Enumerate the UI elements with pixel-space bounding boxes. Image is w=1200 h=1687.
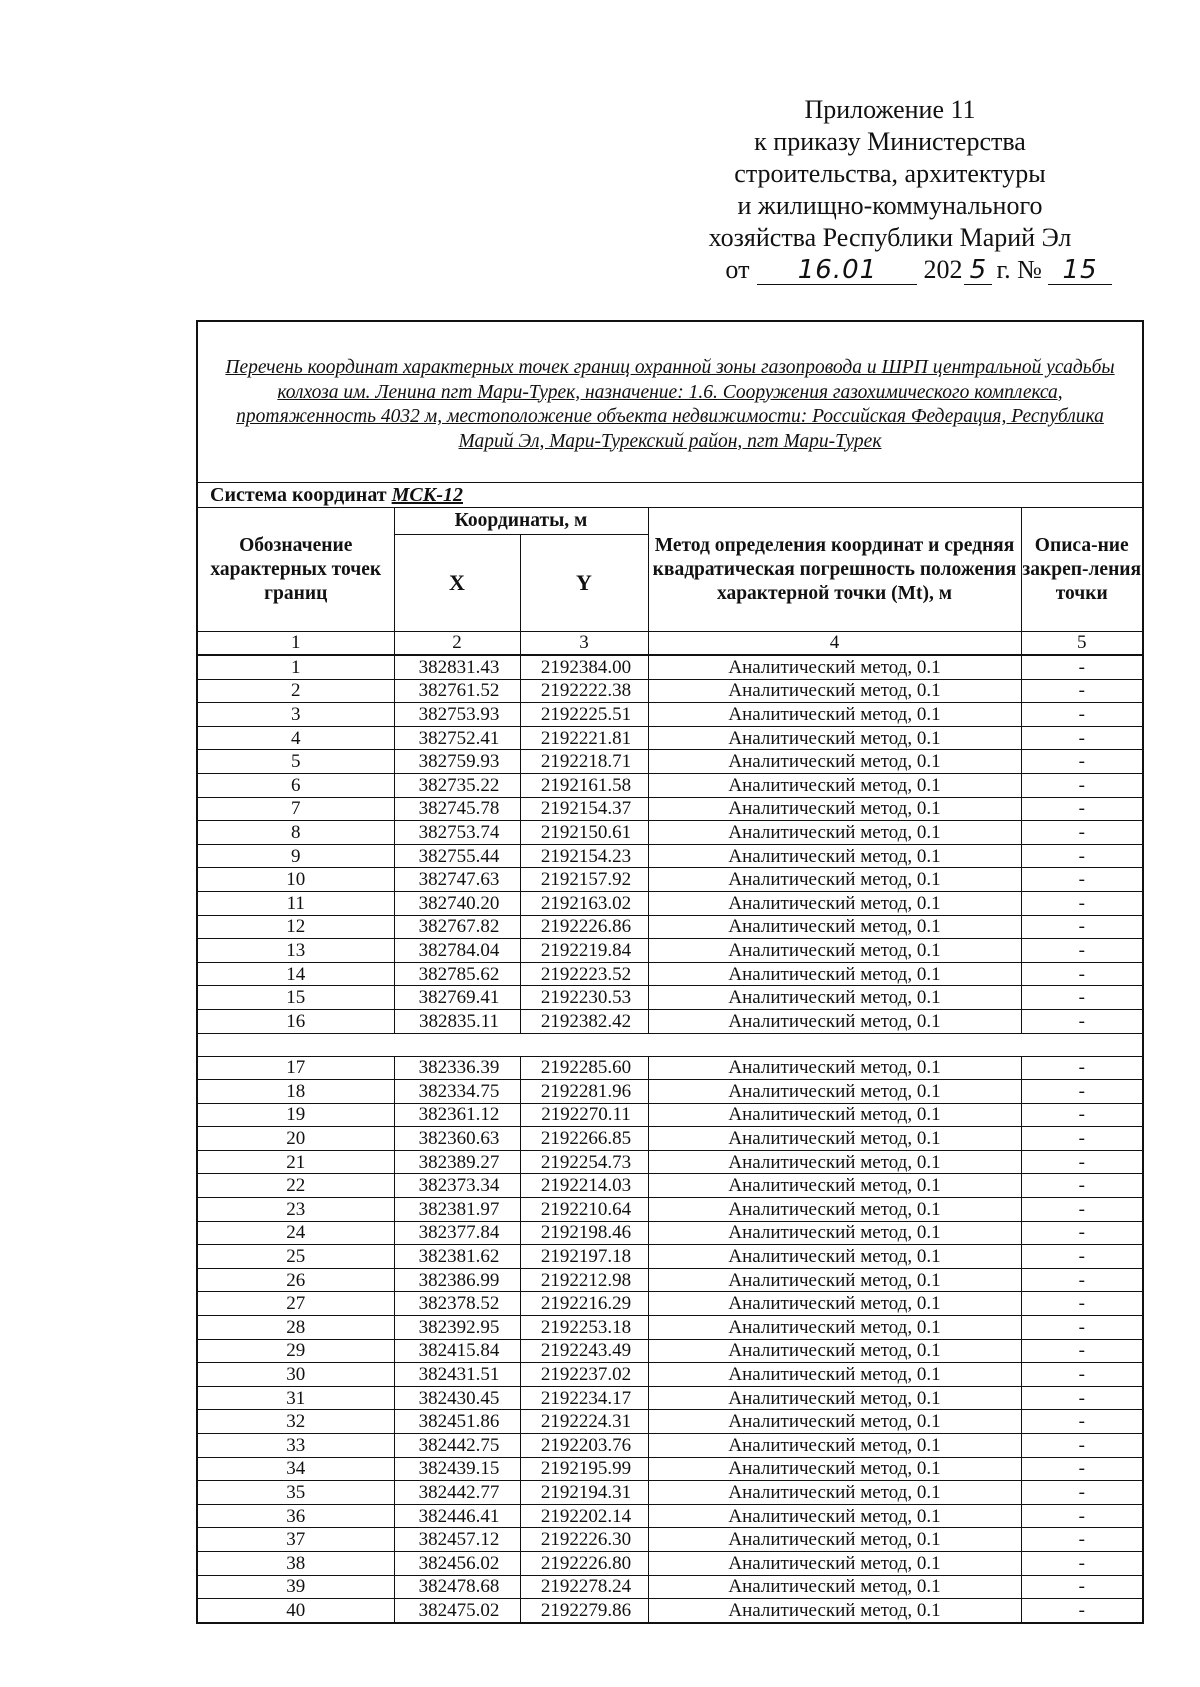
description-cell: -	[1021, 750, 1143, 774]
method-cell: Аналитический метод, 0.1	[648, 821, 1021, 845]
point-number-cell: 23	[197, 1198, 394, 1222]
table-row	[197, 821, 1143, 845]
table-row	[197, 726, 1143, 750]
point-number-cell: 29	[197, 1339, 394, 1363]
description-cell: -	[1021, 1457, 1143, 1481]
table-row	[197, 844, 1143, 868]
x-coordinate-cell: 382431.51	[394, 1363, 520, 1387]
table-row	[197, 1080, 1143, 1104]
coordinate-system-label: Система координат	[210, 483, 387, 506]
method-cell: Аналитический метод, 0.1	[648, 1339, 1021, 1363]
y-coordinate-cell: 2192266.85	[520, 1127, 648, 1151]
y-coordinate-cell: 2192195.99	[520, 1457, 648, 1481]
method-cell: Аналитический метод, 0.1	[648, 1528, 1021, 1552]
point-number-cell: 3	[197, 703, 394, 727]
table-row	[197, 1245, 1143, 1269]
y-coordinate-cell: 2192197.18	[520, 1245, 648, 1269]
x-coordinate-cell: 382336.39	[394, 1056, 520, 1080]
y-coordinate-cell: 2192278.24	[520, 1575, 648, 1599]
handwritten-order-number: 15	[1048, 256, 1112, 285]
appendix-ministry-line-2: и жилищно-коммунального	[737, 191, 1043, 220]
table-row	[197, 1103, 1143, 1127]
description-cell: -	[1021, 1292, 1143, 1316]
description-cell: -	[1021, 1575, 1143, 1599]
y-coordinate-cell: 2192225.51	[520, 703, 648, 727]
y-coordinate-cell: 2192154.37	[520, 797, 648, 821]
point-number-cell: 4	[197, 726, 394, 750]
point-number-cell: 24	[197, 1221, 394, 1245]
year-number-label: г. №	[996, 255, 1042, 284]
coordinate-system-value: МСК-12	[391, 483, 463, 506]
x-coordinate-cell: 382747.63	[394, 868, 520, 892]
x-coordinate-cell: 382446.41	[394, 1504, 520, 1528]
method-cell: Аналитический метод, 0.1	[648, 726, 1021, 750]
x-coordinate-cell: 382752.41	[394, 726, 520, 750]
point-number-cell: 5	[197, 750, 394, 774]
x-coordinate-cell: 382735.22	[394, 773, 520, 797]
x-coordinate-cell: 382386.99	[394, 1268, 520, 1292]
table-row	[197, 1150, 1143, 1174]
appendix-title: Приложение 11	[804, 95, 976, 124]
x-coordinate-cell: 382753.74	[394, 821, 520, 845]
point-number-cell: 36	[197, 1504, 394, 1528]
table-row	[197, 679, 1143, 703]
point-number-cell: 19	[197, 1103, 394, 1127]
table-row	[197, 773, 1143, 797]
description-cell: -	[1021, 986, 1143, 1010]
point-number-cell: 15	[197, 986, 394, 1010]
method-cell: Аналитический метод, 0.1	[648, 1410, 1021, 1434]
x-coordinate-cell: 382755.44	[394, 844, 520, 868]
table-row	[197, 1056, 1143, 1080]
description-cell: -	[1021, 1245, 1143, 1269]
x-coordinate-cell: 382457.12	[394, 1528, 520, 1552]
description-cell: -	[1021, 1150, 1143, 1174]
point-number-cell: 12	[197, 915, 394, 939]
handwritten-date: 16.01	[757, 256, 917, 285]
method-cell: Аналитический метод, 0.1	[648, 1174, 1021, 1198]
header-method: Метод определения координат и средняя квадратическая погрешность положения характерной точки (Mt), м	[648, 508, 1021, 632]
method-cell: Аналитический метод, 0.1	[648, 1504, 1021, 1528]
table-row	[197, 1457, 1143, 1481]
order-date-line	[640, 254, 1140, 286]
x-coordinate-cell: 382377.84	[394, 1221, 520, 1245]
y-coordinate-cell: 2192222.38	[520, 679, 648, 703]
table-row	[197, 1363, 1143, 1387]
y-coordinate-cell: 2192226.80	[520, 1551, 648, 1575]
column-number: 1	[197, 632, 394, 656]
method-cell: Аналитический метод, 0.1	[648, 1150, 1021, 1174]
y-coordinate-cell: 2192226.86	[520, 915, 648, 939]
y-coordinate-cell: 2192279.86	[520, 1599, 648, 1623]
column-number: 3	[520, 632, 648, 656]
method-cell: Аналитический метод, 0.1	[648, 1316, 1021, 1340]
point-group-1	[197, 655, 1143, 1033]
table-row	[197, 1174, 1143, 1198]
method-cell: Аналитический метод, 0.1	[648, 1127, 1021, 1151]
table-row	[197, 939, 1143, 963]
method-cell: Аналитический метод, 0.1	[648, 773, 1021, 797]
table-row	[197, 797, 1143, 821]
y-coordinate-cell: 2192212.98	[520, 1268, 648, 1292]
y-coordinate-cell: 2192214.03	[520, 1174, 648, 1198]
description-cell: -	[1021, 915, 1143, 939]
x-coordinate-cell: 382745.78	[394, 797, 520, 821]
description-cell: -	[1021, 821, 1143, 845]
table-row	[197, 1481, 1143, 1505]
table-row	[197, 1009, 1143, 1033]
table-row	[197, 1551, 1143, 1575]
point-number-cell: 39	[197, 1575, 394, 1599]
year-prefix: 202	[923, 255, 963, 284]
table-row	[197, 1386, 1143, 1410]
description-cell: -	[1021, 1080, 1143, 1104]
method-cell: Аналитический метод, 0.1	[648, 655, 1021, 679]
header-x: X	[394, 535, 520, 632]
table-row	[197, 1221, 1143, 1245]
description-cell: -	[1021, 844, 1143, 868]
description-cell: -	[1021, 1127, 1143, 1151]
column-number: 2	[394, 632, 520, 656]
description-cell: -	[1021, 1174, 1143, 1198]
x-coordinate-cell: 382361.12	[394, 1103, 520, 1127]
method-cell: Аналитический метод, 0.1	[648, 962, 1021, 986]
method-cell: Аналитический метод, 0.1	[648, 679, 1021, 703]
point-number-cell: 26	[197, 1268, 394, 1292]
y-coordinate-cell: 2192237.02	[520, 1363, 648, 1387]
x-coordinate-cell: 382767.82	[394, 915, 520, 939]
point-number-cell: 22	[197, 1174, 394, 1198]
description-cell: -	[1021, 962, 1143, 986]
header-y: Y	[520, 535, 648, 632]
point-number-cell: 8	[197, 821, 394, 845]
description-cell: -	[1021, 1386, 1143, 1410]
point-number-cell: 31	[197, 1386, 394, 1410]
x-coordinate-cell: 382785.62	[394, 962, 520, 986]
x-coordinate-cell: 382389.27	[394, 1150, 520, 1174]
table-row	[197, 1410, 1143, 1434]
y-coordinate-cell: 2192281.96	[520, 1080, 648, 1104]
y-coordinate-cell: 2192216.29	[520, 1292, 648, 1316]
y-coordinate-cell: 2192224.31	[520, 1410, 648, 1434]
x-coordinate-cell: 382378.52	[394, 1292, 520, 1316]
point-number-cell: 14	[197, 962, 394, 986]
group-separator-row	[197, 1033, 1143, 1056]
point-number-cell: 11	[197, 891, 394, 915]
x-coordinate-cell: 382835.11	[394, 1009, 520, 1033]
header-coordinates: Координаты, м	[394, 508, 648, 535]
description-cell: -	[1021, 1504, 1143, 1528]
coordinates-table	[196, 320, 1144, 1624]
description-cell: -	[1021, 1410, 1143, 1434]
x-coordinate-cell: 382381.62	[394, 1245, 520, 1269]
method-cell: Аналитический метод, 0.1	[648, 1221, 1021, 1245]
method-cell: Аналитический метод, 0.1	[648, 1056, 1021, 1080]
table-row	[197, 750, 1143, 774]
point-number-cell: 38	[197, 1551, 394, 1575]
y-coordinate-cell: 2192157.92	[520, 868, 648, 892]
table-row	[197, 1575, 1143, 1599]
description-cell: -	[1021, 1268, 1143, 1292]
y-coordinate-cell: 2192234.17	[520, 1386, 648, 1410]
table-row	[197, 1268, 1143, 1292]
group-separator-cell	[197, 1033, 1143, 1056]
point-group-2	[197, 1056, 1143, 1623]
method-cell: Аналитический метод, 0.1	[648, 750, 1021, 774]
point-number-cell: 34	[197, 1457, 394, 1481]
method-cell: Аналитический метод, 0.1	[648, 797, 1021, 821]
point-number-cell: 9	[197, 844, 394, 868]
method-cell: Аналитический метод, 0.1	[648, 703, 1021, 727]
x-coordinate-cell: 382456.02	[394, 1551, 520, 1575]
method-cell: Аналитический метод, 0.1	[648, 868, 1021, 892]
y-coordinate-cell: 2192384.00	[520, 655, 648, 679]
x-coordinate-cell: 382740.20	[394, 891, 520, 915]
x-coordinate-cell: 382360.63	[394, 1127, 520, 1151]
point-number-cell: 21	[197, 1150, 394, 1174]
description-cell: -	[1021, 1103, 1143, 1127]
y-coordinate-cell: 2192243.49	[520, 1339, 648, 1363]
description-cell: -	[1021, 1009, 1143, 1033]
x-coordinate-cell: 382759.93	[394, 750, 520, 774]
y-coordinate-cell: 2192210.64	[520, 1198, 648, 1222]
x-coordinate-cell: 382769.41	[394, 986, 520, 1010]
point-number-cell: 30	[197, 1363, 394, 1387]
point-number-cell: 10	[197, 868, 394, 892]
table-row	[197, 868, 1143, 892]
table-row	[197, 891, 1143, 915]
point-number-cell: 40	[197, 1599, 394, 1623]
y-coordinate-cell: 2192230.53	[520, 986, 648, 1010]
description-cell: -	[1021, 1599, 1143, 1623]
y-coordinate-cell: 2192163.02	[520, 891, 648, 915]
column-number: 5	[1021, 632, 1143, 656]
x-coordinate-cell: 382784.04	[394, 939, 520, 963]
method-cell: Аналитический метод, 0.1	[648, 1009, 1021, 1033]
y-coordinate-cell: 2192194.31	[520, 1481, 648, 1505]
description-cell: -	[1021, 891, 1143, 915]
table-row	[197, 1434, 1143, 1458]
column-number-row	[197, 632, 1143, 656]
table-row	[197, 1127, 1143, 1151]
date-from-label: от	[725, 255, 750, 284]
description-cell: -	[1021, 1434, 1143, 1458]
description-cell: -	[1021, 726, 1143, 750]
description-cell: -	[1021, 679, 1143, 703]
y-coordinate-cell: 2192218.71	[520, 750, 648, 774]
point-number-cell: 6	[197, 773, 394, 797]
x-coordinate-cell: 382381.97	[394, 1198, 520, 1222]
point-number-cell: 20	[197, 1127, 394, 1151]
y-coordinate-cell: 2192223.52	[520, 962, 648, 986]
method-cell: Аналитический метод, 0.1	[648, 1245, 1021, 1269]
y-coordinate-cell: 2192161.58	[520, 773, 648, 797]
x-coordinate-cell: 382761.52	[394, 679, 520, 703]
table-row	[197, 1599, 1143, 1623]
point-number-cell: 7	[197, 797, 394, 821]
description-cell: -	[1021, 1198, 1143, 1222]
description-cell: -	[1021, 1528, 1143, 1552]
y-coordinate-cell: 2192270.11	[520, 1103, 648, 1127]
description-cell: -	[1021, 773, 1143, 797]
description-cell: -	[1021, 1363, 1143, 1387]
x-coordinate-cell: 382753.93	[394, 703, 520, 727]
method-cell: Аналитический метод, 0.1	[648, 1080, 1021, 1104]
point-number-cell: 13	[197, 939, 394, 963]
table-row	[197, 703, 1143, 727]
x-coordinate-cell: 382451.86	[394, 1410, 520, 1434]
header-description: Описа-ние закреп-ления точки	[1021, 508, 1143, 632]
method-cell: Аналитический метод, 0.1	[648, 1268, 1021, 1292]
appendix-header	[640, 94, 1140, 286]
appendix-order-line: к приказу Министерства	[754, 127, 1026, 156]
y-coordinate-cell: 2192219.84	[520, 939, 648, 963]
x-coordinate-cell: 382430.45	[394, 1386, 520, 1410]
table-row	[197, 915, 1143, 939]
description-cell: -	[1021, 1551, 1143, 1575]
point-number-cell: 27	[197, 1292, 394, 1316]
y-coordinate-cell: 2192221.81	[520, 726, 648, 750]
point-number-cell: 37	[197, 1528, 394, 1552]
point-number-cell: 1	[197, 655, 394, 679]
x-coordinate-cell: 382442.75	[394, 1434, 520, 1458]
table-row	[197, 986, 1143, 1010]
x-coordinate-cell: 382392.95	[394, 1316, 520, 1340]
table-row	[197, 1528, 1143, 1552]
y-coordinate-cell: 2192198.46	[520, 1221, 648, 1245]
column-number: 4	[648, 632, 1021, 656]
method-cell: Аналитический метод, 0.1	[648, 986, 1021, 1010]
point-number-cell: 32	[197, 1410, 394, 1434]
table-row	[197, 1292, 1143, 1316]
method-cell: Аналитический метод, 0.1	[648, 1481, 1021, 1505]
point-number-cell: 17	[197, 1056, 394, 1080]
method-cell: Аналитический метод, 0.1	[648, 1457, 1021, 1481]
table-row	[197, 1198, 1143, 1222]
description-cell: -	[1021, 939, 1143, 963]
point-number-cell: 16	[197, 1009, 394, 1033]
header-point-designation: Обозначение характерных точек границ	[197, 508, 394, 632]
appendix-ministry-line-1: строительства, архитектуры	[734, 159, 1046, 188]
y-coordinate-cell: 2192203.76	[520, 1434, 648, 1458]
y-coordinate-cell: 2192150.61	[520, 821, 648, 845]
table-row	[197, 962, 1143, 986]
method-cell: Аналитический метод, 0.1	[648, 1551, 1021, 1575]
method-cell: Аналитический метод, 0.1	[648, 891, 1021, 915]
y-coordinate-cell: 2192382.42	[520, 1009, 648, 1033]
method-cell: Аналитический метод, 0.1	[648, 1292, 1021, 1316]
y-coordinate-cell: 2192253.18	[520, 1316, 648, 1340]
y-coordinate-cell: 2192254.73	[520, 1150, 648, 1174]
table-row	[197, 1504, 1143, 1528]
description-cell: -	[1021, 1481, 1143, 1505]
handwritten-year-digit: 5	[964, 256, 992, 285]
x-coordinate-cell: 382831.43	[394, 655, 520, 679]
method-cell: Аналитический метод, 0.1	[648, 1434, 1021, 1458]
description-cell: -	[1021, 1339, 1143, 1363]
y-coordinate-cell: 2192202.14	[520, 1504, 648, 1528]
description-cell: -	[1021, 703, 1143, 727]
point-number-cell: 35	[197, 1481, 394, 1505]
point-number-cell: 28	[197, 1316, 394, 1340]
point-number-cell: 2	[197, 679, 394, 703]
x-coordinate-cell: 382442.77	[394, 1481, 520, 1505]
x-coordinate-cell: 382478.68	[394, 1575, 520, 1599]
x-coordinate-cell: 382415.84	[394, 1339, 520, 1363]
y-coordinate-cell: 2192154.23	[520, 844, 648, 868]
description-cell: -	[1021, 797, 1143, 821]
method-cell: Аналитический метод, 0.1	[648, 939, 1021, 963]
point-number-cell: 25	[197, 1245, 394, 1269]
method-cell: Аналитический метод, 0.1	[648, 844, 1021, 868]
method-cell: Аналитический метод, 0.1	[648, 1363, 1021, 1387]
method-cell: Аналитический метод, 0.1	[648, 915, 1021, 939]
description-cell: -	[1021, 1316, 1143, 1340]
y-coordinate-cell: 2192285.60	[520, 1056, 648, 1080]
appendix-ministry-line-3: хозяйства Республики Марий Эл	[708, 223, 1072, 252]
coordinate-system-row	[197, 483, 1143, 508]
x-coordinate-cell: 382334.75	[394, 1080, 520, 1104]
description-cell: -	[1021, 655, 1143, 679]
method-cell: Аналитический метод, 0.1	[648, 1103, 1021, 1127]
table-row	[197, 1316, 1143, 1340]
table-row	[197, 1339, 1143, 1363]
description-cell: -	[1021, 1221, 1143, 1245]
point-number-cell: 18	[197, 1080, 394, 1104]
description-cell: -	[1021, 1056, 1143, 1080]
x-coordinate-cell: 382373.34	[394, 1174, 520, 1198]
y-coordinate-cell: 2192226.30	[520, 1528, 648, 1552]
table-title: Перечень координат характерных точек границ охранной зоны газопровода и ШРП центральной усадьбы колхоза им. Ленина пгт Мари-Турек, назначение: 1.6. Сооружения газохимического комплекса, протяженность 4032 м, местоположение объекта недвижимости: Российская Федерация, Республика Марий Эл, Мари-Турекский район, пгт Мари-Турек	[197, 321, 1143, 483]
method-cell: Аналитический метод, 0.1	[648, 1575, 1021, 1599]
method-cell: Аналитический метод, 0.1	[648, 1198, 1021, 1222]
description-cell: -	[1021, 868, 1143, 892]
x-coordinate-cell: 382475.02	[394, 1599, 520, 1623]
point-number-cell: 33	[197, 1434, 394, 1458]
x-coordinate-cell: 382439.15	[394, 1457, 520, 1481]
table-row	[197, 655, 1143, 679]
method-cell: Аналитический метод, 0.1	[648, 1599, 1021, 1623]
method-cell: Аналитический метод, 0.1	[648, 1386, 1021, 1410]
